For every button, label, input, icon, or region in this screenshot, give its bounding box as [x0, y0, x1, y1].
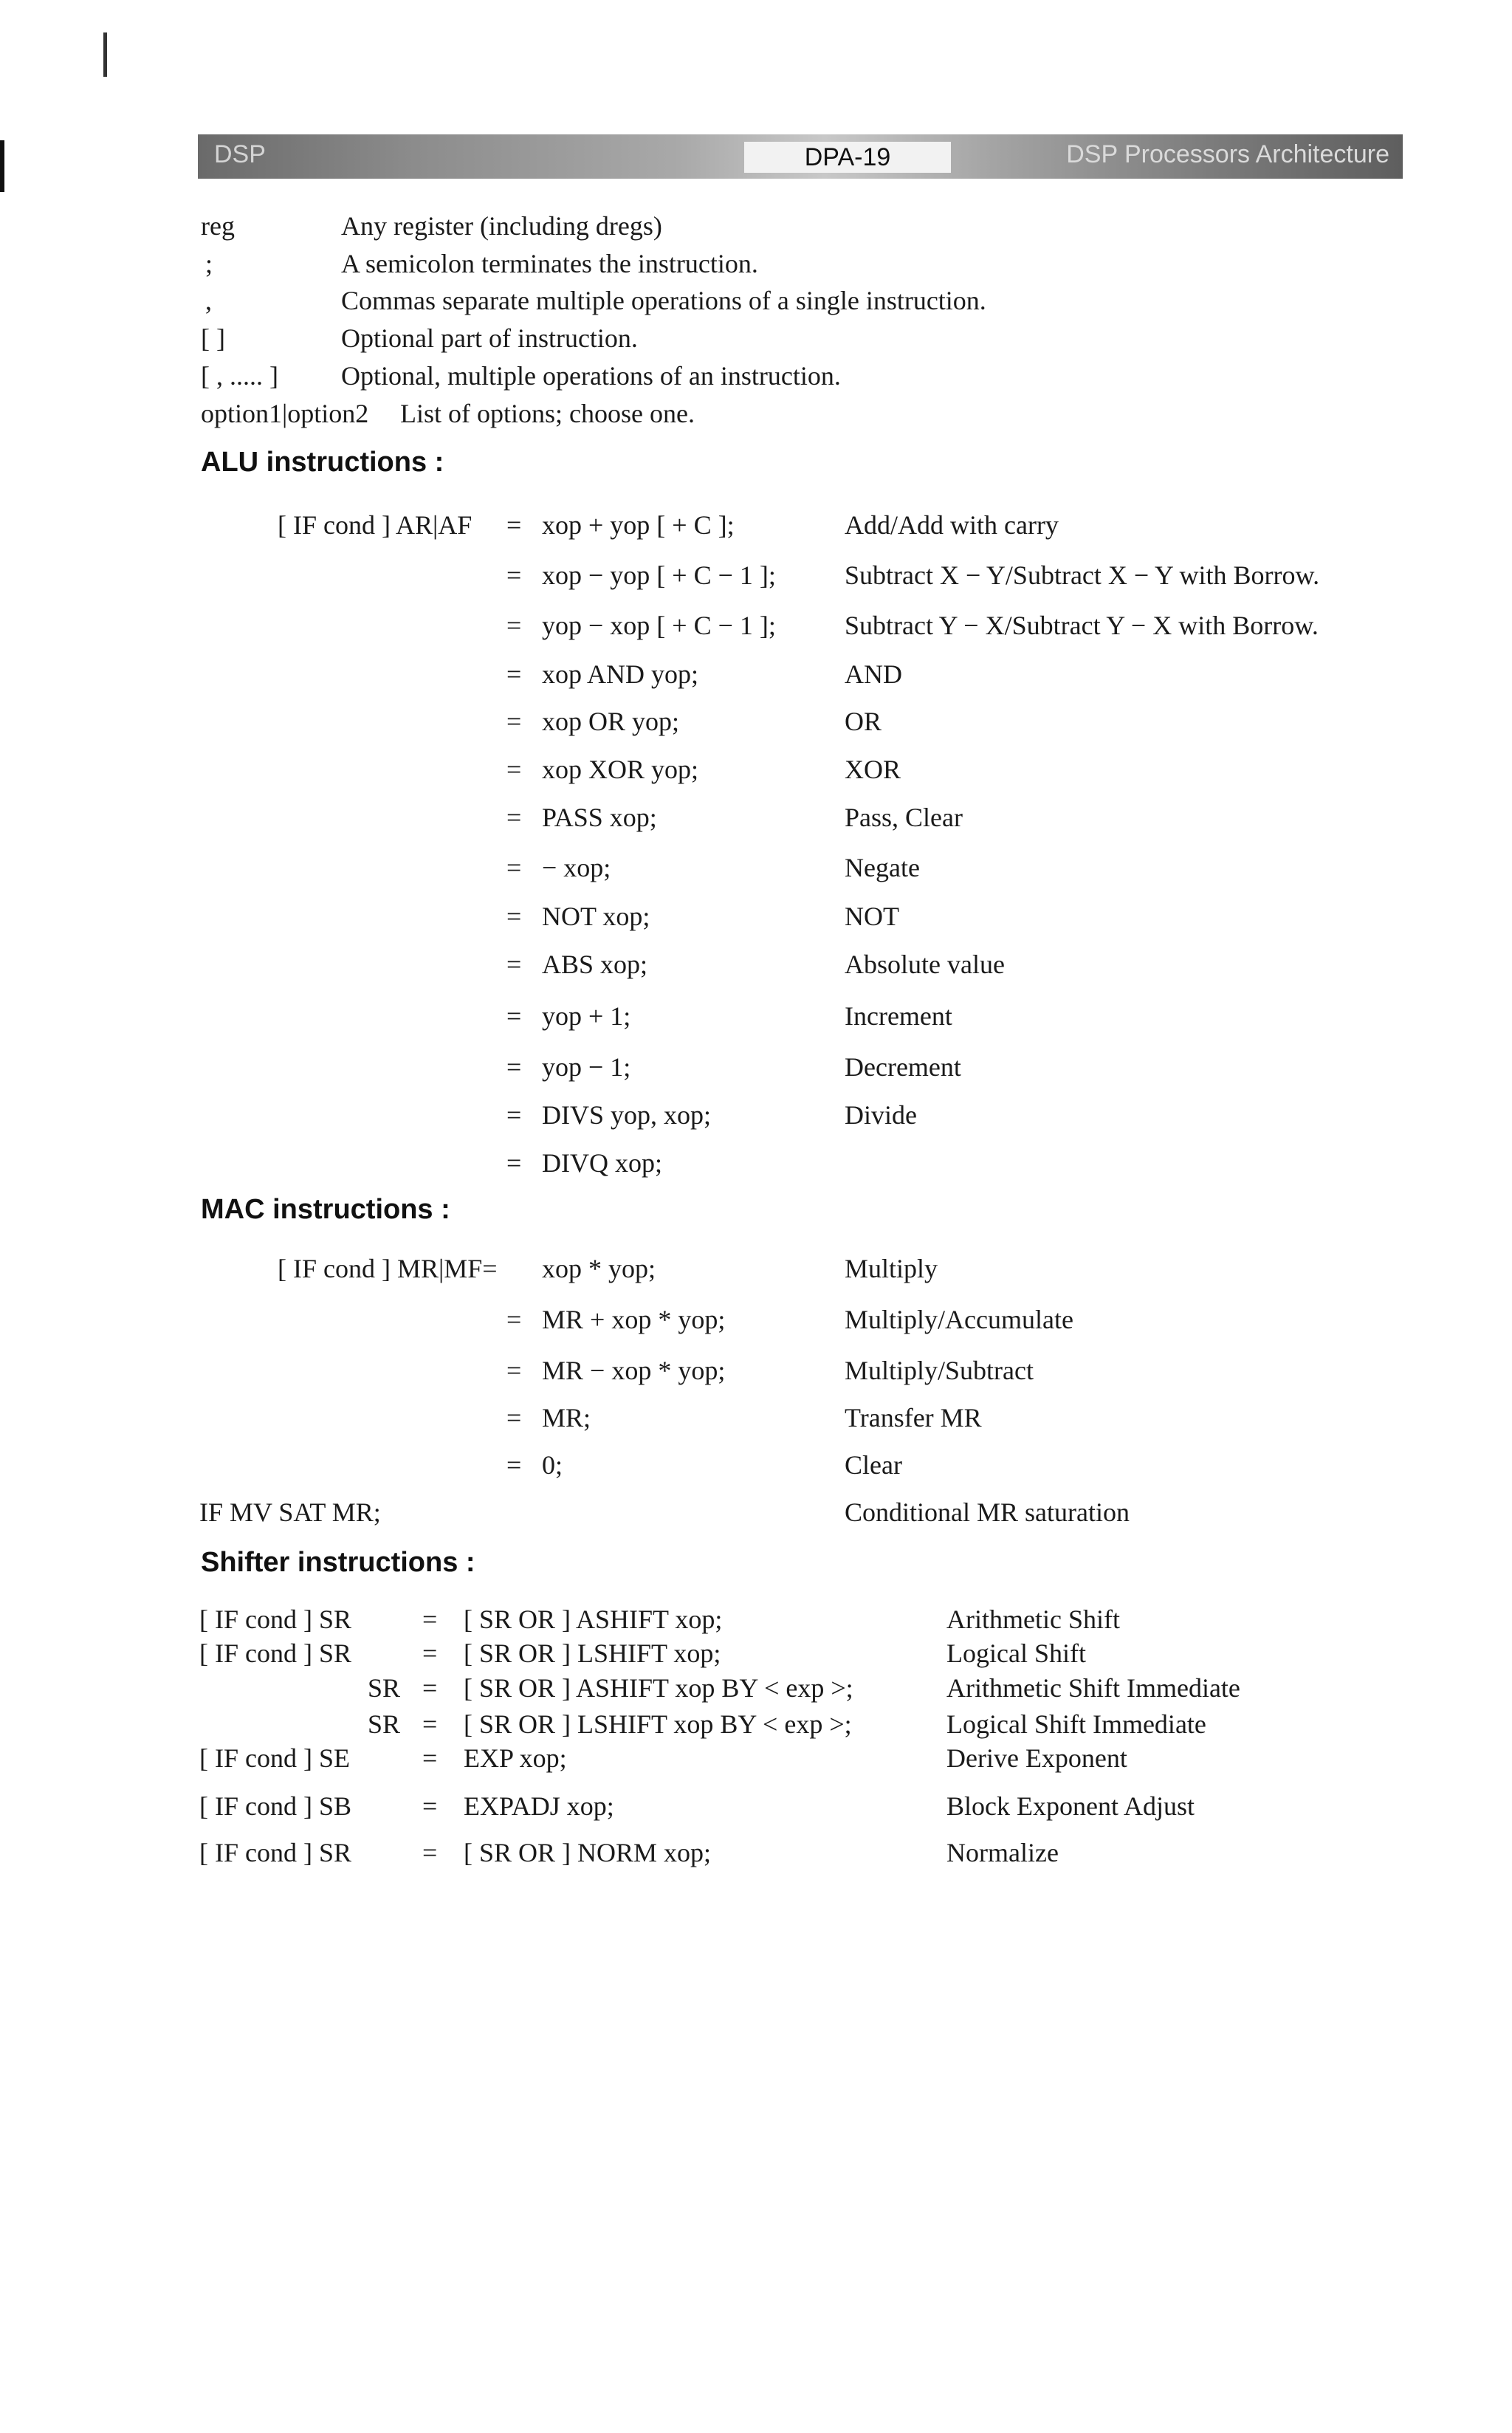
shifter-expr: EXPADJ xop; — [464, 1791, 614, 1821]
alu-expr: DIVS yop, xop; — [542, 1100, 712, 1130]
alu-desc: Increment — [845, 1001, 952, 1031]
shifter-prefix: [ IF cond ] SR — [199, 1605, 351, 1634]
shifter-prefix: [ IF cond ] SR — [199, 1838, 351, 1867]
alu-eq: = — [506, 853, 522, 882]
shifter-expr: [ SR OR ] ASHIFT xop BY < exp >; — [464, 1673, 853, 1703]
shifter-desc: Derive Exponent — [946, 1743, 1127, 1773]
alu-desc: Decrement — [845, 1052, 961, 1082]
mac-eq: = — [506, 1450, 522, 1480]
alu-desc: Subtract X − Y/Subtract X − Y with Borrow. — [845, 560, 1320, 590]
shifter-expr: [ SR OR ] ASHIFT xop; — [464, 1605, 723, 1634]
scan-mark — [103, 32, 107, 77]
alu-expr: − xop; — [542, 853, 611, 882]
alu-eq: = — [506, 755, 522, 784]
shifter-eq: = — [422, 1743, 438, 1773]
alu-desc: XOR — [845, 755, 901, 784]
mac-expr: 0; — [542, 1450, 563, 1480]
page-number: DPA-19 — [744, 142, 951, 173]
mac-extra-expr: IF MV SAT MR; — [199, 1497, 381, 1527]
alu-desc: Add/Add with carry — [845, 510, 1059, 540]
alu-expr: PASS xop; — [542, 803, 657, 832]
mac-expr: MR; — [542, 1403, 591, 1432]
legend-desc: A semicolon terminates the instruction. — [341, 249, 758, 278]
legend-symbol: option1|option2 — [201, 399, 369, 428]
shifter-desc: Logical Shift — [946, 1638, 1086, 1668]
shifter-eq: = — [422, 1638, 438, 1668]
alu-expr: yop − 1; — [542, 1052, 631, 1082]
shifter-eq: = — [422, 1791, 438, 1821]
alu-desc: Negate — [845, 853, 920, 882]
shifter-eq: = — [422, 1605, 438, 1634]
header-right-title: DSP Processors Architecture — [1066, 140, 1389, 168]
alu-expr: NOT xop; — [542, 902, 650, 931]
legend-symbol: [ ] — [201, 323, 225, 353]
mac-desc: Clear — [845, 1450, 902, 1480]
alu-eq: = — [506, 803, 522, 832]
shifter-expr: EXP xop; — [464, 1743, 567, 1773]
alu-eq: = — [506, 1148, 522, 1178]
alu-eq: = — [506, 1100, 522, 1130]
mac-expr: MR + xop * yop; — [542, 1305, 726, 1334]
mac-extra-desc: Conditional MR saturation — [845, 1497, 1130, 1527]
alu-prefix: [ IF cond ] AR|AF — [278, 510, 472, 540]
alu-desc: Pass, Clear — [845, 803, 963, 832]
alu-expr: yop + 1; — [542, 1001, 631, 1031]
shifter-desc: Arithmetic Shift Immediate — [946, 1673, 1240, 1703]
alu-desc: NOT — [845, 902, 899, 931]
alu-heading: ALU instructions : — [201, 447, 444, 478]
alu-eq: = — [506, 1001, 522, 1031]
page-header — [198, 134, 1403, 179]
shifter-prefix: [ IF cond ] SE — [199, 1743, 350, 1773]
mac-heading: MAC instructions : — [201, 1194, 450, 1225]
alu-eq: = — [506, 659, 522, 689]
legend-desc: Optional, multiple operations of an instruction. — [341, 361, 841, 391]
alu-eq: = — [506, 560, 522, 590]
legend-desc: List of options; choose one. — [400, 399, 695, 428]
alu-desc: Divide — [845, 1100, 917, 1130]
shifter-expr: [ SR OR ] NORM xop; — [464, 1838, 712, 1867]
alu-expr: ABS xop; — [542, 950, 648, 979]
legend-symbol: reg — [201, 211, 235, 241]
alu-desc: Absolute value — [845, 950, 1005, 979]
mac-prefix: [ IF cond ] MR|MF= — [278, 1254, 498, 1283]
mac-desc: Multiply — [845, 1254, 938, 1283]
alu-eq: = — [506, 611, 522, 640]
mac-desc: Multiply/Subtract — [845, 1356, 1034, 1385]
shifter-desc: Normalize — [946, 1838, 1059, 1867]
mac-desc: Multiply/Accumulate — [845, 1305, 1073, 1334]
shifter-desc: Arithmetic Shift — [946, 1605, 1120, 1634]
shifter-eq: = — [422, 1709, 438, 1739]
legend-desc: Optional part of instruction. — [341, 323, 638, 353]
shifter-expr: [ SR OR ] LSHIFT xop; — [464, 1638, 721, 1668]
shifter-desc: Logical Shift Immediate — [946, 1709, 1206, 1739]
mac-expr: MR − xop * yop; — [542, 1356, 726, 1385]
shifter-prefix: SR — [368, 1709, 401, 1739]
alu-expr: xop OR yop; — [542, 707, 680, 736]
header-left-title: DSP — [214, 140, 266, 168]
alu-expr: yop − xop [ + C − 1 ]; — [542, 611, 776, 640]
shifter-desc: Block Exponent Adjust — [946, 1791, 1195, 1821]
shifter-heading: Shifter instructions : — [201, 1547, 475, 1578]
alu-eq: = — [506, 1052, 522, 1082]
alu-eq: = — [506, 707, 522, 736]
alu-expr: xop − yop [ + C − 1 ]; — [542, 560, 776, 590]
alu-expr: DIVQ xop; — [542, 1148, 662, 1178]
alu-eq: = — [506, 950, 522, 979]
legend-symbol: ; — [205, 249, 213, 278]
alu-desc: Subtract Y − X/Subtract Y − X with Borrow. — [845, 611, 1319, 640]
margin-mark — [0, 140, 4, 192]
shifter-expr: [ SR OR ] LSHIFT xop BY < exp >; — [464, 1709, 852, 1739]
legend-desc: Commas separate multiple operations of a single instruction. — [341, 286, 986, 315]
mac-expr: xop * yop; — [542, 1254, 656, 1283]
mac-desc: Transfer MR — [845, 1403, 982, 1432]
mac-eq: = — [506, 1403, 522, 1432]
mac-eq: = — [506, 1356, 522, 1385]
legend-desc: Any register (including dregs) — [341, 211, 662, 241]
mac-eq: = — [506, 1305, 522, 1334]
alu-expr: xop XOR yop; — [542, 755, 699, 784]
shifter-eq: = — [422, 1838, 438, 1867]
alu-eq: = — [506, 510, 522, 540]
shifter-prefix: [ IF cond ] SR — [199, 1638, 351, 1668]
alu-desc: OR — [845, 707, 882, 736]
shifter-eq: = — [422, 1673, 438, 1703]
legend-symbol: [ , ..... ] — [201, 361, 278, 391]
legend-symbol: , — [205, 286, 212, 315]
shifter-prefix: [ IF cond ] SB — [199, 1791, 351, 1821]
alu-expr: xop + yop [ + C ]; — [542, 510, 735, 540]
shifter-prefix: SR — [368, 1673, 401, 1703]
alu-eq: = — [506, 902, 522, 931]
alu-expr: xop AND yop; — [542, 659, 699, 689]
alu-desc: AND — [845, 659, 902, 689]
